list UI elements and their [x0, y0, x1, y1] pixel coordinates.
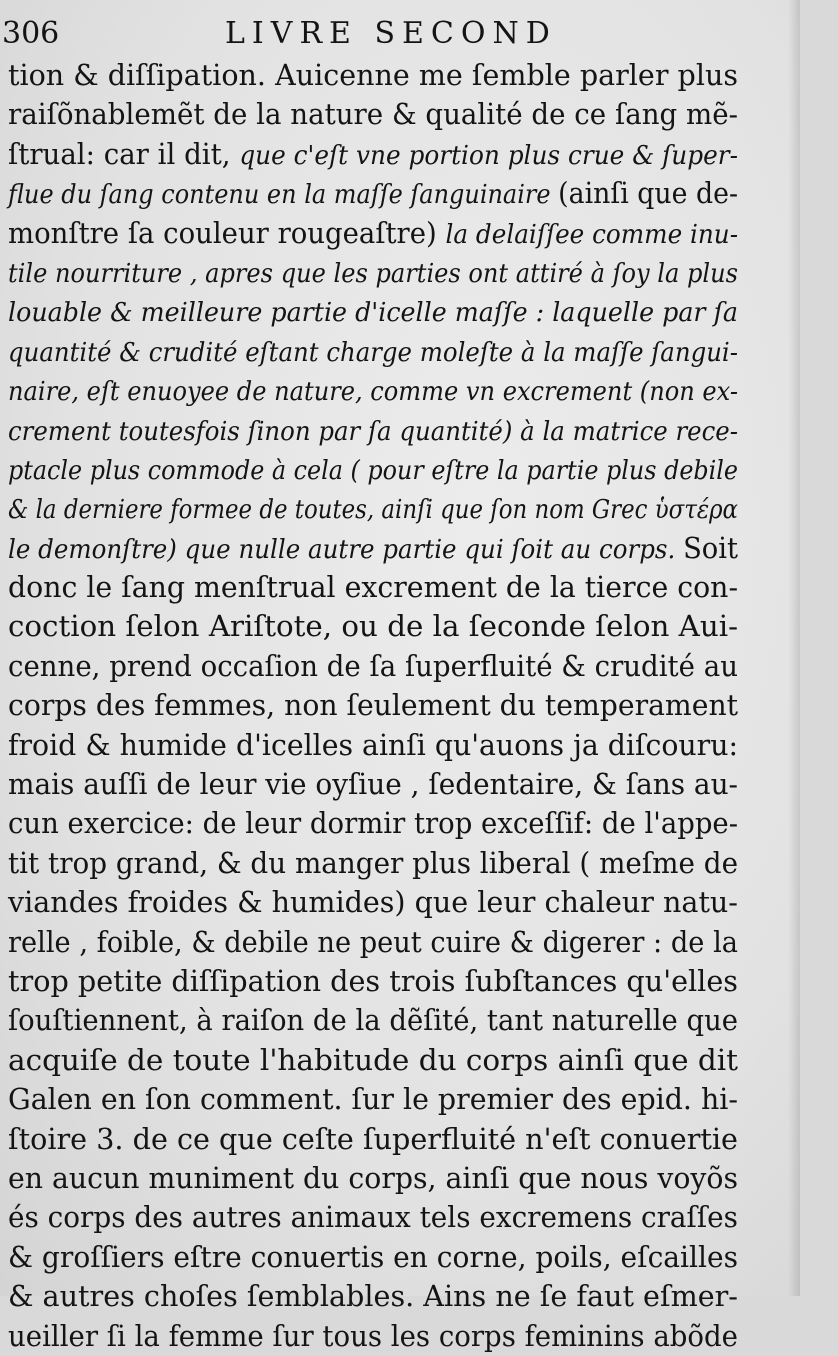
text-line	[8, 1041, 738, 1080]
text-line	[8, 450, 738, 489]
roman-text-segment: ueiller ſi la femme ſur tous les corps feminins abõde	[8, 1318, 739, 1353]
italic-text-segment: louable & meilleure partie d'icelle maſſe : laquelle par ſa	[8, 298, 739, 329]
text-line	[8, 607, 738, 646]
page-edge-shadow	[788, 0, 800, 1296]
text-line	[8, 686, 738, 725]
roman-text-segment: trop petite diſſipation des trois ſubſtances qu'elles	[8, 963, 738, 998]
text-line	[8, 371, 738, 410]
italic-text-segment: crement toutesfois ſinon par ſa quantité) à la matrice rece-	[8, 416, 739, 447]
text-line	[8, 883, 738, 922]
roman-text-segment: en aucun muniment du corps, ainſi que nous voyõs	[8, 1160, 739, 1195]
roman-text-segment: Soit	[683, 530, 739, 565]
page-number: 306	[2, 16, 60, 51]
roman-text-segment: tion & diſſipation. Auicenne me ſemble parler plus	[8, 58, 739, 92]
roman-text-segment: viandes froides & humides) que leur chaleur natu-	[8, 885, 738, 920]
text-line	[8, 1001, 738, 1040]
roman-text-segment: donc le ſang menſtrual excrement de la tierce con-	[8, 570, 739, 605]
text-line	[8, 253, 738, 292]
roman-text-segment: és corps des autres animaux tels excremens craſſes	[8, 1200, 738, 1235]
roman-text-segment: ſtoire 3. de ce que ceſte ſuperfluité n'eſt conuertie	[8, 1121, 738, 1156]
text-line	[8, 647, 738, 686]
roman-text-segment: & autres choſes ſemblables. Ains ne ſe faut eſmer-	[8, 1279, 738, 1314]
roman-text-segment: froid & humide d'icelles ainſi qu'auons ja diſcouru:	[8, 727, 739, 762]
text-line	[8, 726, 738, 765]
italic-text-segment: que c'eſt vne portion plus crue & ſuper-	[239, 140, 738, 171]
text-line	[8, 174, 738, 213]
italic-text-segment: flue du ſang contenu en la maſſe ſanguinaire	[8, 180, 559, 211]
page-header	[0, 14, 800, 54]
text-line	[8, 56, 738, 95]
text-line	[8, 214, 738, 253]
text-line	[8, 529, 738, 568]
roman-text-segment: cenne, prend occaſion de ſa ſuperfluité & crudité au	[8, 648, 738, 683]
text-line	[8, 1277, 738, 1316]
text-line	[8, 1120, 738, 1159]
text-line	[8, 923, 738, 962]
text-line	[8, 1317, 738, 1356]
italic-text-segment: quantité & crudité eſtant charge moleſte à la maſſe ſangui-	[8, 337, 738, 368]
running-head: LIVRE SECOND	[225, 16, 557, 51]
text-line	[8, 332, 738, 371]
roman-text-segment: relle , foible, & debile ne peut cuire & digerer : de la	[8, 924, 739, 959]
text-line	[8, 135, 738, 174]
roman-text-segment: monſtre ſa couleur rougeaſtre)	[8, 215, 446, 250]
roman-text-segment: raiſõnablemẽt de la nature & qualité de ce ſang mẽ-	[8, 97, 739, 132]
roman-text-segment: ſtrual: car il dit,	[8, 136, 240, 171]
roman-text-segment: tit trop grand, & du manger plus liberal ( meſme de	[8, 845, 739, 880]
roman-text-segment: coction ſelon Ariſtote, ou de la ſeconde ſelon Aui-	[8, 609, 738, 644]
text-line	[8, 765, 738, 804]
italic-text-segment: tile nourriture , apres que les parties ont attiré à ſoy la plus	[8, 258, 738, 289]
roman-text-segment: (ainſi que de-	[558, 176, 738, 211]
italic-text-segment: la delaiſſee comme inu-	[445, 219, 739, 250]
text-line	[8, 489, 738, 528]
text-line	[8, 1238, 738, 1277]
italic-text-segment: le demonſtre) que nulle autre partie qui ſoit au corps.	[8, 534, 684, 565]
italic-text-segment: ptacle plus commode à cela ( pour eſtre la partie plus debile	[8, 455, 739, 486]
text-line	[8, 292, 738, 331]
roman-text-segment: & groſſiers eſtre conuertis en corne, poils, eſcailles	[8, 1239, 739, 1274]
text-line	[8, 568, 738, 607]
roman-text-segment: Galen en ſon comment. ſur le premier des epid. hi-	[8, 1082, 739, 1117]
text-line	[8, 804, 738, 843]
italic-text-segment: & la derniere formee de toutes, ainſi que ſon nom Grec ὑστέρα	[8, 495, 738, 526]
roman-text-segment: corps des femmes, non ſeulement du temperament	[8, 688, 738, 723]
text-line	[8, 844, 738, 883]
text-line	[8, 962, 738, 1001]
roman-text-segment: ſouſtiennent, à raiſon de la dẽſité, tant naturelle que	[8, 1003, 739, 1038]
roman-text-segment: acquiſe de toute l'habitude du corps ainſi que dit	[8, 1042, 739, 1077]
roman-text-segment: mais auſſi de leur vie oyſiue , ſedentaire, & ſans au-	[8, 767, 738, 802]
text-line	[8, 95, 738, 134]
body-text	[8, 56, 738, 1356]
text-line	[8, 411, 738, 450]
roman-text-segment: cun exercice: de leur dormir trop exceſſif: de l'appe-	[8, 806, 738, 841]
text-line	[8, 1198, 738, 1237]
text-line	[8, 1159, 738, 1198]
italic-text-segment: naire, eſt enuoyee de nature, comme vn excrement (non ex-	[8, 377, 738, 408]
text-line	[8, 1080, 738, 1119]
